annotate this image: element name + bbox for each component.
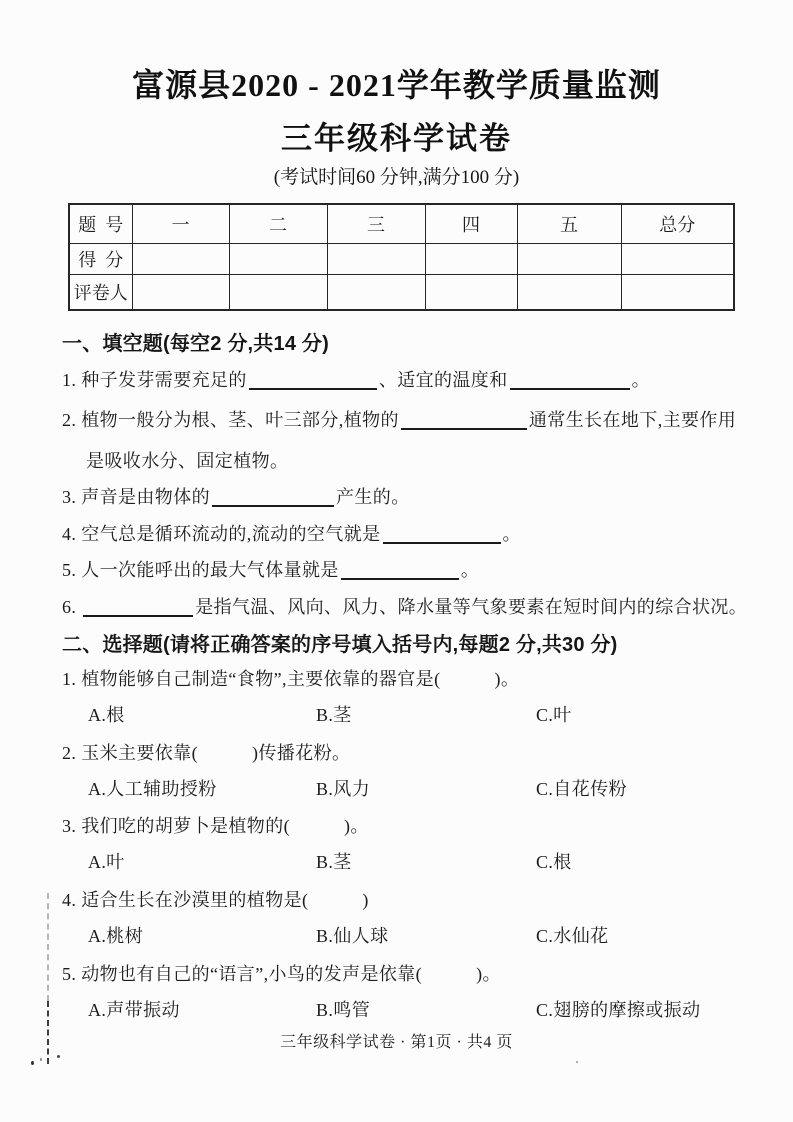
question-text: 5. 人一次能呼出的最大气体量就是 [62,560,339,580]
question-text: 产生的。 [336,487,410,507]
option-b: B.茎 [316,852,352,872]
answer-blank [383,524,501,544]
question-text: 。 [631,370,651,390]
score-table-header-row [69,204,734,244]
option-b: B.仙人球 [316,926,389,946]
answer-blank [341,560,459,580]
section1-heading: 一、填空题(每空2 分,共14 分) [62,333,329,355]
score-row-label: 得 分 [69,244,132,275]
option-c: C.叶 [536,705,572,725]
option-a: A.声带振动 [88,1000,180,1020]
grader-row [69,275,734,311]
question-text: 。 [502,524,521,544]
exam-title: 富源县2020 - 2021学年教学质量监测 [132,67,661,103]
choice-question-2 [62,739,350,765]
answer-blank [83,597,193,617]
choice-options-2 [88,775,627,801]
question-text: 1. 种子发芽需要充足的 [62,370,247,390]
fill-question-3 [62,483,410,509]
question-text: 4. 空气总是循环流动的,流动的空气就是 [62,524,381,544]
scan-speck [576,1061,578,1063]
grader-cell [517,275,621,311]
question-text: 3. 声音是由物体的 [62,487,210,507]
score-cell [425,244,517,275]
fill-question-2 [62,406,736,432]
question-text: )。 [344,816,369,836]
answer-blank [212,487,334,507]
choice-question-4 [62,886,369,912]
option-a: A.根 [88,705,125,725]
question-text: 2. 玉米主要依靠( [62,743,198,763]
option-c: C.自花传粉 [536,779,627,799]
question-text: 5. 动物也有自己的“语言”,小鸟的发声是依靠( [62,964,423,984]
fill-question-2-line2 [86,447,288,473]
fill-question-5 [62,556,479,582]
grader-cell [425,275,517,311]
question-text: 是指气温、风向、风力、降水量等气象要素在短时间内的综合状况。 [195,597,748,617]
score-table-col-total: 总分 [621,204,734,244]
option-b: B.茎 [316,705,352,725]
question-text: 通常生长在地下,主要作用 [528,410,737,430]
question-text: 4. 适合生长在沙漠里的植物是( [62,890,309,910]
grader-cell [621,275,734,311]
grader-cell [327,275,425,311]
answer-blank [249,370,377,390]
section2-heading: 二、选择题(请将正确答案的序号填入括号内,每题2 分,共30 分) [62,634,618,656]
score-cell [132,244,229,275]
score-cell [327,244,425,275]
scan-speck [31,1061,34,1065]
score-table-col-4: 四 [425,204,517,244]
answer-blank [510,370,630,390]
option-c: C.根 [536,852,572,872]
answer-blank [401,410,527,430]
option-b: B.风力 [316,779,371,799]
fill-question-6 [62,593,747,619]
question-text: 2. 植物一般分为根、茎、叶三部分,植物的 [62,410,399,430]
score-table [68,203,735,311]
question-text: 。 [460,560,480,580]
score-table-corner-label: 题 号 [69,204,132,244]
question-text: 3. 我们吃的胡萝卜是植物的( [62,816,290,836]
scan-binding-dashed-line [47,893,49,1001]
grader-row-label: 评卷人 [69,275,132,311]
question-text: ) [362,890,369,910]
question-text: 1. 植物能够自己制造“食物”,主要依靠的器官是( [62,669,441,689]
option-b: B.鸣管 [316,1000,371,1020]
fill-question-4 [62,520,521,546]
grader-cell [132,275,229,311]
choice-question-1 [62,665,519,691]
score-table-col-2: 二 [229,204,327,244]
choice-question-3 [62,812,369,838]
scan-speck [40,1058,42,1061]
exam-info: (考试时间60 分钟,满分100 分) [273,167,520,188]
score-cell [229,244,327,275]
option-c: C.水仙花 [536,926,609,946]
option-a: A.叶 [88,852,125,872]
fill-question-1 [62,366,650,392]
scan-binding-dashed-line [47,1001,49,1064]
question-text: )。 [494,669,520,689]
score-cell [621,244,734,275]
score-table-col-1: 一 [132,204,229,244]
choice-options-4 [88,922,609,948]
exam-subject-title: 三年级科学试卷 [281,121,512,156]
option-a: A.桃树 [88,926,144,946]
choice-options-1 [88,701,572,727]
score-cell [517,244,621,275]
question-text: )。 [476,964,501,984]
page-footer: 三年级科学试卷 · 第1页 · 共4 页 [280,1034,513,1051]
scan-speck [57,1055,60,1058]
question-text: 6. [62,597,82,617]
option-c: C.翅膀的摩擦或振动 [536,1000,701,1020]
choice-question-5 [62,960,501,986]
grader-cell [229,275,327,311]
score-table-col-5: 五 [517,204,621,244]
question-text: 是吸收水分、固定植物。 [86,451,289,471]
question-text: 、适宜的温度和 [378,370,508,390]
choice-options-5 [88,996,701,1022]
option-a: A.人工辅助授粉 [88,779,217,799]
score-row [69,244,734,275]
choice-options-3 [88,848,572,874]
question-text: )传播花粉。 [252,743,351,763]
score-table-col-3: 三 [327,204,425,244]
